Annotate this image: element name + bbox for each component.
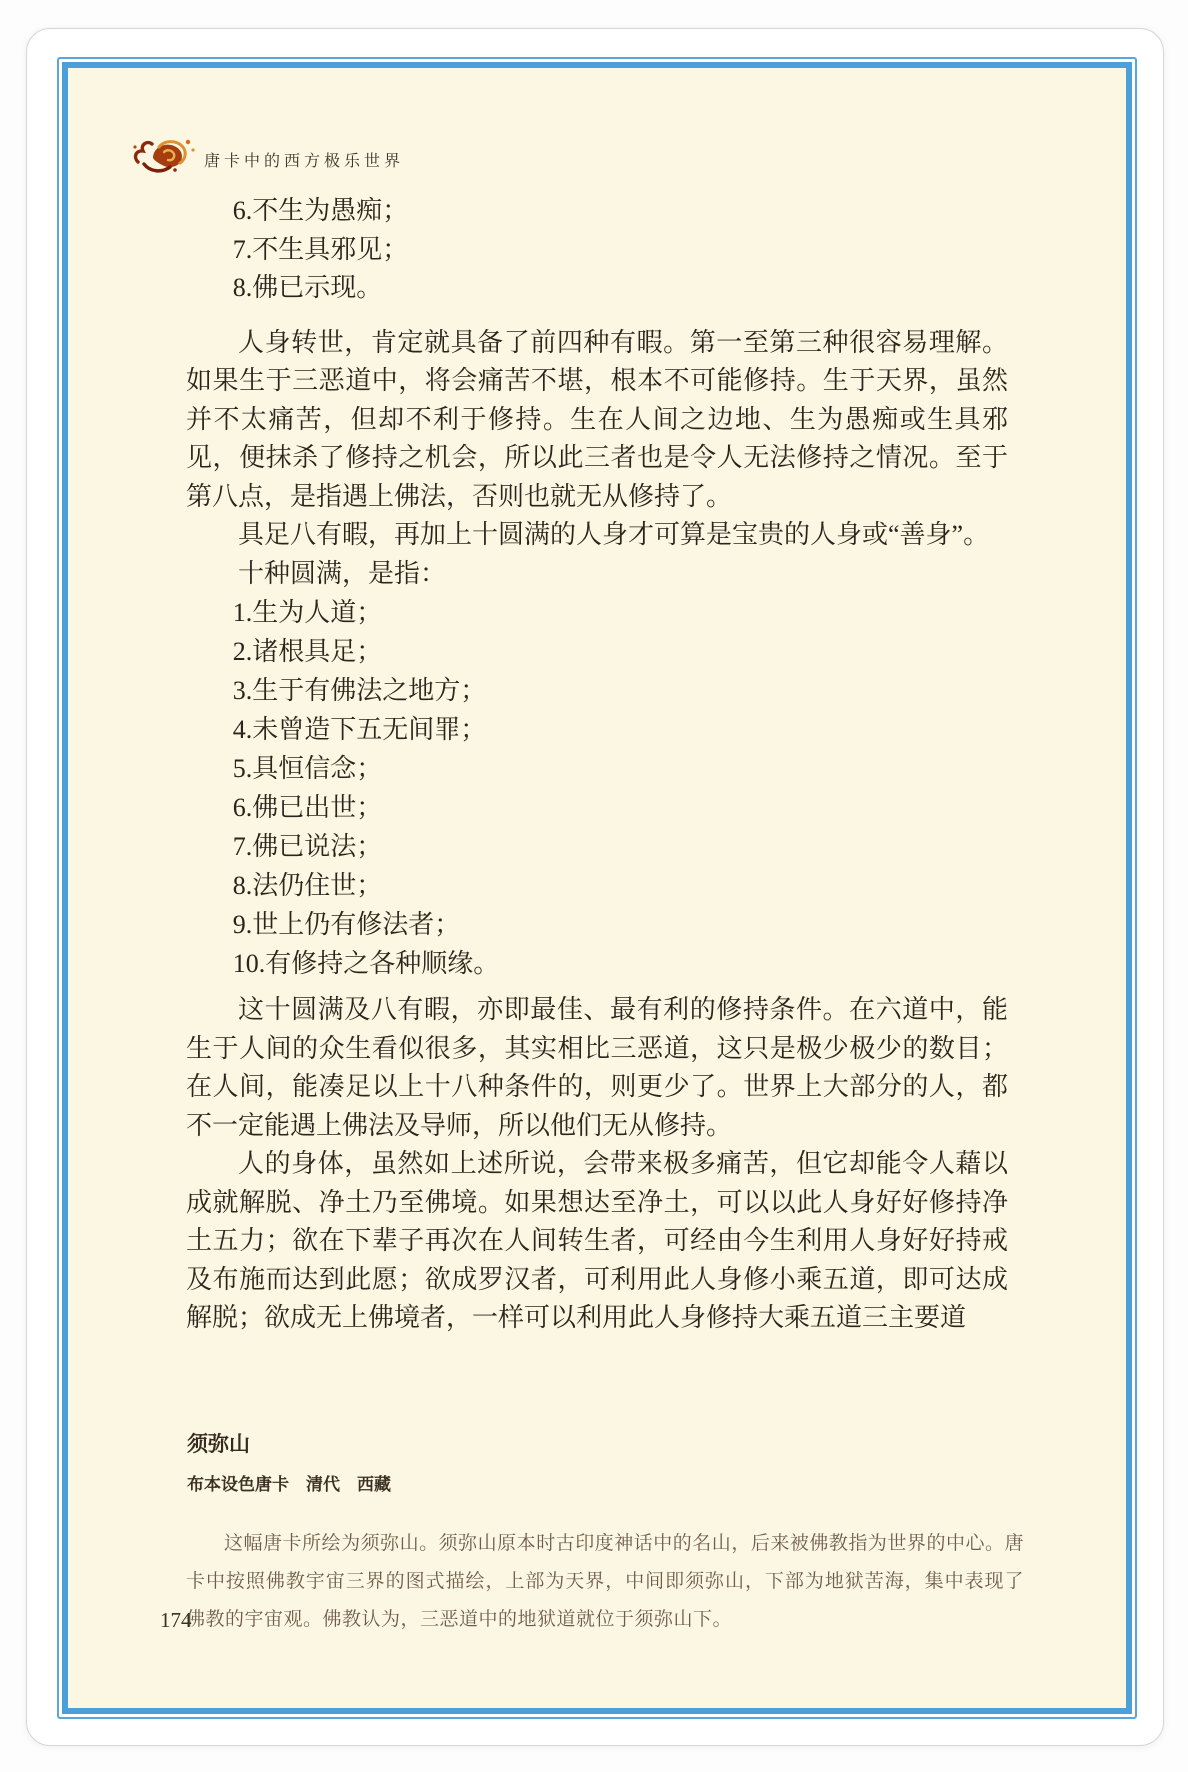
page-content xyxy=(68,68,1126,1708)
page-number: 174 xyxy=(160,1608,192,1632)
figure-caption: 这幅唐卡所绘为须弥山。须弥山原本时古印度神话中的名山，后来被佛教指为世界的中心。唐卡中按照佛教宇宙三界的图式描绘，上部为天界，中间即须弥山，下部为地狱苦海，集中表现了佛教的宇宙观。佛教认为，三恶道中的地狱道就位于须弥山下。 xyxy=(186,1533,1024,1630)
figure-subtitle: 布本设色唐卡 清代 西藏 xyxy=(187,1475,391,1494)
list-item: 7.不生具邪见； xyxy=(232,234,409,264)
body-text xyxy=(186,192,1008,1338)
running-head-book-title: 唐卡中的西方极乐世界 xyxy=(204,153,405,170)
list-item: 10.有修持之各种顺缘。 xyxy=(232,949,500,978)
paragraph: 人身转世，肯定就具备了前四种有暇。第一至第三种很容易理解。如果生于三恶道中，将会痛苦不堪，根本不可能修持。生于天界，虽然并不太痛苦，但却不利于修持。生在人间之边地、生为愚痴或生具邪见，便抹杀了修持之机会，所以此三者也是令人无法修持之情况。至于第八点，是指遇上佛法，否则也就无从修持了。 xyxy=(186,327,1008,511)
list-item: 8.法仍住世； xyxy=(232,871,383,900)
paragraph: 这十圆满及八有暇，亦即最佳、最有利的修持条件。在六道中，能生于人间的众生看似很多，其实相比三恶道，这只是极少极少的数目；在人间，能凑足以上十八种条件的，则更少了。世界上大部分的人，都不一定能遇上佛法及导师，所以他们无从修持。 xyxy=(186,995,1008,1140)
list-item: 6.佛已出世； xyxy=(232,793,383,822)
list-item: 2.诸根具足； xyxy=(232,637,383,666)
paragraph: 具足八有暇，再加上十圆满的人身才可算是宝贵的人身或“善身”。 xyxy=(238,520,990,549)
decorative-frame-outer xyxy=(57,57,1137,1719)
figure-title: 须弥山 xyxy=(187,1433,250,1456)
book-page xyxy=(26,28,1164,1746)
figure-description xyxy=(186,1428,1024,1639)
paragraph: 十种圆满，是指： xyxy=(238,558,447,588)
list-item: 6.不生为愚痴； xyxy=(232,196,409,225)
list-item: 3.生于有佛法之地方； xyxy=(232,676,487,705)
list-item: 5.具恒信念； xyxy=(232,754,383,783)
list-item: 7.佛已说法； xyxy=(232,832,383,861)
dragon-flame-ornament-icon xyxy=(131,134,199,178)
list-item: 9.世上仍有修法者； xyxy=(232,910,461,939)
paragraph: 人的身体，虽然如上述所说，会带来极多痛苦，但它却能令人藉以成就解脱、净土乃至佛境。如果想达至净土，可以以此人身好好修持净土五力；欲在下辈子再次在人间转生者，可经由今生利用人身好好持戒及布施而达到此愿；欲成罗汉者，可利用此人身修小乘五道，即可达成解脱；欲成无上佛境者，一样可以利用此人身修持大乘五道三主要道 xyxy=(186,1149,1008,1332)
list-item: 1.生为人道； xyxy=(232,598,383,627)
decorative-frame-inner xyxy=(62,62,1132,1714)
list-item: 4.未曾造下五无间罪； xyxy=(232,715,487,744)
list-item: 8.佛已示现。 xyxy=(232,273,383,302)
